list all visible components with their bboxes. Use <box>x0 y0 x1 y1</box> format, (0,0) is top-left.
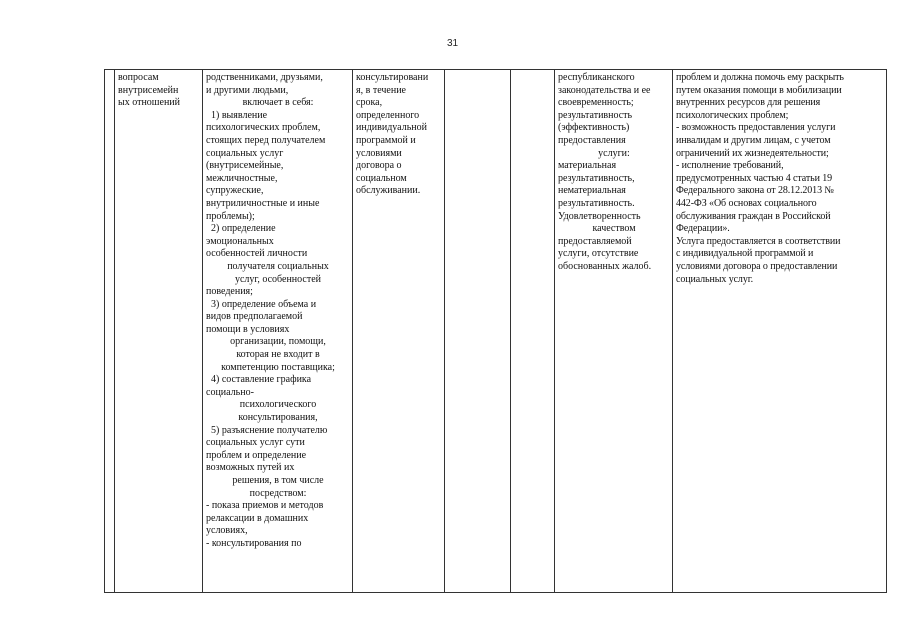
cell-text-line: качеством <box>592 223 636 235</box>
cell-text-line: обслуживания граждан в Российской <box>676 210 831 222</box>
service-standards-table <box>104 69 887 593</box>
cell-text-line: программой и <box>356 134 416 146</box>
table-cell-per-unit-norm <box>445 70 511 593</box>
cell-text-line: условиями <box>356 147 402 159</box>
cell-text-line: предоставляемой <box>558 235 632 247</box>
cell-text-line: 5) разъяснение получателю <box>211 424 328 436</box>
cell-text-line: видов предполагаемой <box>206 311 303 323</box>
table-cell-service-name <box>115 70 203 593</box>
cell-text-line: социальных услуг <box>206 147 284 159</box>
cell-text-line: 3) определение объема и <box>211 298 317 310</box>
cell-text-line: которая не входит в <box>236 349 320 361</box>
cell-text-line: - показа приемов и методов <box>206 500 324 512</box>
cell-text-line: с индивидуальной программой и <box>676 248 814 260</box>
cell-text-line: ограничений их жизнедеятельности; <box>676 147 829 159</box>
cell-text-line: результативность, <box>558 172 635 184</box>
cell-text-line: включает в себя: <box>242 97 314 109</box>
table-cell-service-description <box>203 70 353 593</box>
cell-text-line: обслуживании. <box>356 185 421 197</box>
table-cell-quality-indicators <box>555 70 673 593</box>
cell-text-line: супружеские, <box>206 185 264 197</box>
cell-text-line: договора о <box>356 160 402 172</box>
cell-text-line: внутренних ресурсов для решения <box>676 97 821 109</box>
cell-text-line: услуг, особенностей <box>234 273 322 285</box>
cell-text-line: психологического <box>239 399 317 411</box>
cell-text-line: обоснованных жалоб. <box>558 260 652 272</box>
cell-text-line: результативность. <box>558 197 635 209</box>
cell-text-line: внутрисемейн <box>118 84 179 96</box>
cell-text-line: услуги: <box>598 147 630 159</box>
cell-text-line: законодательства и ее <box>558 84 651 96</box>
cell-text-line: поведения; <box>206 286 253 298</box>
cell-text-line: (эффективность) <box>558 122 630 134</box>
cell-text-line: - возможность предоставления услуги <box>676 122 836 134</box>
cell-text-line: республиканского <box>558 72 635 83</box>
cell-text-line: условиях, <box>206 525 248 537</box>
cell-text-line: межличностные, <box>206 172 278 184</box>
cell-text-line: инвалидам и другим лицам, с учетом <box>676 134 831 146</box>
cell-text-line: решения, в том числе <box>232 475 324 486</box>
cell-text-line: - исполнение требований, <box>676 160 784 172</box>
cell-text-line: проблем и определение <box>206 449 307 461</box>
cell-text-line: проблем и должна помочь ему раскрыть <box>676 72 844 83</box>
cell-text-line: ых отношений <box>118 97 181 109</box>
cell-text-line: - консультирования по <box>206 537 302 549</box>
cell-text-line: нематериальная <box>558 185 626 197</box>
cell-text-line: стоящих перед получателем <box>206 134 326 146</box>
cell-text-line: я, в течение <box>356 84 406 96</box>
cell-text-line: внутриличностные и иные <box>206 197 320 209</box>
cell-text-line: определенного <box>356 109 420 121</box>
cell-text-line: возможных путей их <box>206 462 295 474</box>
cell-text-line: компетенцию поставщика; <box>221 361 335 373</box>
table-cell-index <box>105 70 115 593</box>
cell-text-line: консультирования, <box>238 412 318 424</box>
cell-text-line: Услуга предоставляется в соответствии <box>676 235 841 247</box>
cell-text-line: социальном <box>356 172 407 184</box>
cell-text-line: и другими людьми, <box>206 84 289 96</box>
table-cell-conditions <box>673 70 887 593</box>
cell-text-line: психологических проблем; <box>676 109 789 121</box>
cell-text-line: получателя социальных <box>227 260 329 272</box>
table-cell-tariff <box>511 70 555 593</box>
cell-text-line: консультировани <box>356 72 429 83</box>
cell-text-line: 442-ФЗ «Об основах социального <box>676 197 817 209</box>
cell-text-line: 4) составление графика <box>211 374 312 386</box>
page-number: 31 <box>446 38 459 49</box>
cell-text-line: условиями договора о предоставлении <box>676 260 838 272</box>
cell-text-line: предоставления <box>558 134 626 146</box>
cell-text-line: социальных услуг. <box>676 273 753 285</box>
cell-text-line: путем оказания помощи в мобилизации <box>676 84 842 96</box>
cell-text-line: (внутрисемейные, <box>206 160 284 172</box>
cell-text-line: 1) выявление <box>211 109 268 121</box>
cell-text-line: особенностей личности <box>206 248 308 260</box>
cell-text-line: 2) определение <box>211 223 276 235</box>
cell-text-line: результативность <box>558 109 633 121</box>
cell-text-line: индивидуальной <box>356 122 427 134</box>
cell-text-line: социальных услуг сути <box>206 437 305 449</box>
cell-text-line: эмоциональных <box>206 235 274 247</box>
cell-text-line: материальная <box>558 160 617 172</box>
cell-text-line: психологических проблем, <box>206 122 321 134</box>
cell-text-line: Федерации». <box>676 223 730 235</box>
cell-text-line: Удовлетворенность <box>558 210 641 222</box>
cell-text-line: Федерального закона от 28.12.2013 № <box>676 185 834 197</box>
cell-text-line: предусмотренных частью 4 статьи 19 <box>676 172 833 184</box>
table-row <box>105 70 887 593</box>
cell-text-line: помощи в условиях <box>206 323 290 335</box>
cell-text-line: срока, <box>356 97 383 109</box>
cell-text-line: услуги, отсутствие <box>558 248 639 260</box>
cell-text-line: социально- <box>206 386 254 398</box>
cell-text-line: вопросам <box>118 72 159 83</box>
cell-text-line: организации, помощи, <box>230 336 326 348</box>
cell-text-line: релаксации в домашних <box>206 512 309 524</box>
cell-text-line: своевременность; <box>558 97 634 109</box>
cell-text-line: посредством: <box>249 487 307 499</box>
table-cell-service-term <box>353 70 445 593</box>
cell-text-line: родственниками, друзьями, <box>206 72 323 83</box>
cell-text-line: проблемы); <box>206 210 255 222</box>
